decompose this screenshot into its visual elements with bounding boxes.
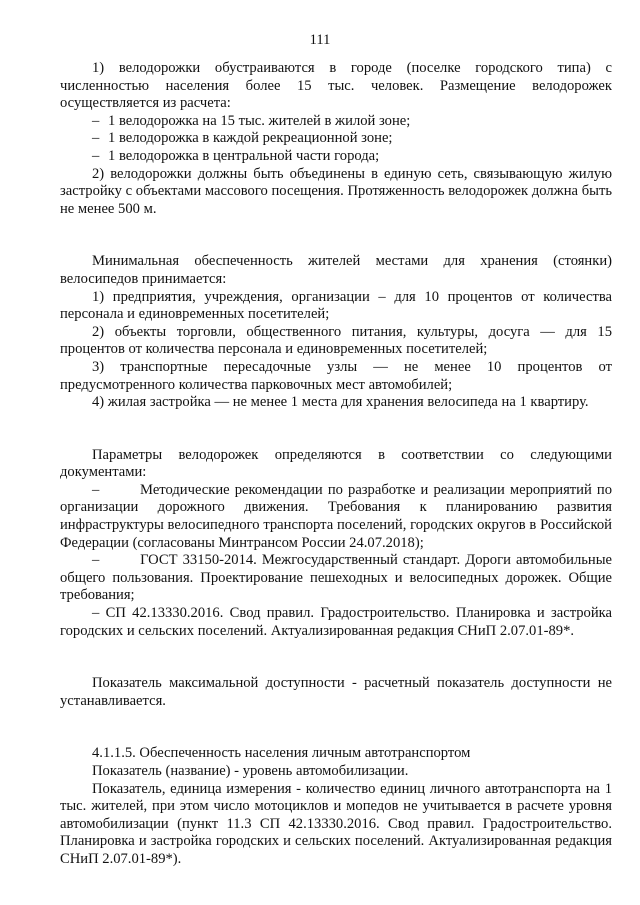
spacer	[60, 218, 612, 253]
page-content	[60, 60, 616, 869]
paragraph: 2) велодорожки должны быть объединены в единую сеть, связывающую жилую застройку с объектами массового посещения. Протяженность велодорожек должна быть не менее 500 м.	[60, 165, 612, 217]
paragraph: Показатель максимальной доступности - расчетный показатель доступности не устанавливается.	[60, 675, 612, 709]
paragraph: – ГОСТ 33150-2014. Межгосударственный стандарт. Дороги автомобильные общего пользования. Проектирование пешеходных и велосипедных дорожек. Общие требования;	[60, 552, 616, 604]
paragraph: 2) объекты торговли, общественного питания, культуры, досуга — для 15 процентов от количества персонала и единовременных посетителей;	[60, 323, 612, 358]
list-item-text: 1 велодорожка в центральной части города;	[108, 147, 380, 164]
paragraph: Показатель, единица измерения - количество единиц личного автотранспорта на 1 тыс. жителей, при этом число мотоциклов и мопедов не учитывается в расчете уровня автомобилизации (пункт 11.3 СП 42.13330.2016. Свод правил. Градостроительство. Планировка и застройка городских и сельских поселений. Актуализированная редакция СНиП 2.07.01-89*).	[60, 780, 612, 867]
list-item	[60, 113, 612, 131]
list-item	[60, 148, 612, 166]
paragraph: 1) велодорожки обустраиваются в городе (поселке городского типа) с численностью населения более 15 тыс. человек. Размещение велодорожек осуществляется из расчета:	[60, 60, 612, 112]
paragraph: 1) предприятия, учреждения, организации – для 10 процентов от количества персонала и единовременных посетителей;	[60, 288, 612, 323]
paragraph: – Методические рекомендации по разработке и реализации мероприятий по организации дорожного движения. Требования к планированию развития инфраструктуры велосипедного транспорта поселений, городских округов в Российской Федерации (согласованы Минтрансом России 24.07.2018);	[60, 481, 616, 551]
section-heading: 4.1.1.5. Обеспеченность населения личным автотранспортом	[92, 745, 471, 762]
paragraph: 3) транспортные пересадочные узлы — не менее 10 процентов от предусмотренного количества парковочных мест автомобилей;	[60, 358, 612, 393]
paragraph: Минимальная обеспеченность жителей местами для хранения (стоянки) велосипедов принимается:	[60, 253, 612, 287]
list-item-text: 1 велодорожка в каждой рекреационной зоне;	[108, 130, 393, 147]
paragraph: – СП 42.13330.2016. Свод правил. Градостроительство. Планировка и застройка городских и сельских поселений. Актуализированная редакция СНиП 2.07.01-89*.	[60, 605, 612, 639]
spacer	[60, 710, 612, 745]
page-number: 111	[309, 32, 331, 48]
list-item-text: 1 велодорожка на 15 тыс. жителей в жилой зоне;	[108, 112, 411, 129]
list-dash: –	[92, 112, 100, 129]
spacer	[60, 412, 612, 447]
list-item	[60, 130, 612, 148]
list-dash: –	[92, 130, 100, 147]
spacer	[60, 640, 612, 675]
list-dash: –	[92, 147, 100, 164]
paragraph: 4) жилая застройка — не менее 1 места для хранения велосипеда на 1 квартиру.	[92, 394, 589, 411]
paragraph: Показатель (название) - уровень автомобилизации.	[92, 763, 409, 779]
paragraph: Параметры велодорожек определяются в соответствии со следующими документами:	[60, 446, 612, 481]
